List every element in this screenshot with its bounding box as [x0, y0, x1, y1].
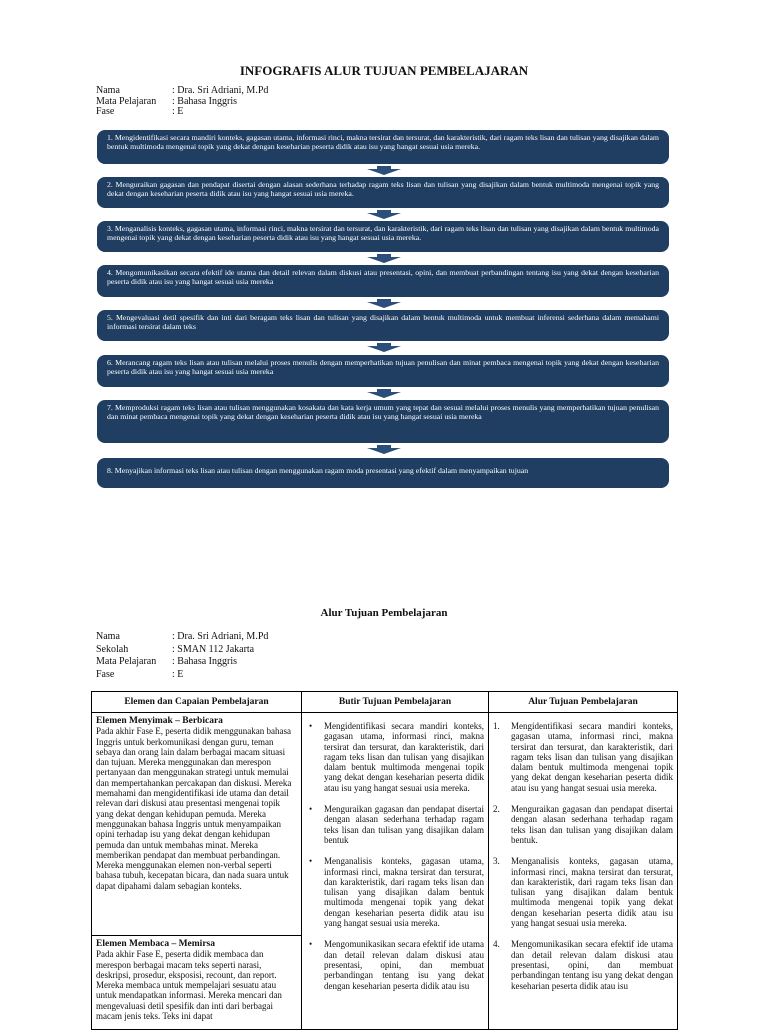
butir-text: Menguraikan gagasan dan pendapat disertai dengan alasan sederhana terhadap ragam teks lisan dan tulisan yang disajikan dalam bentuk [324, 804, 484, 845]
meta-key: Sekolah [96, 643, 129, 655]
meta-block-1 [96, 86, 268, 118]
butir-cell [302, 713, 489, 1030]
alur-text: Mengomunikasikan secara efektif ide utama dan detail relevan dalam diskusi atau presentasi, opini, dan membuat perbandingan tentang isu yang dekat dengan keseharian peserta didik atau isu [511, 939, 673, 991]
flow-step-1: 1. Mengidentifikasi secara mandiri konteks, gagasan utama, informasi rinci, makna tersirat dan tersurat, dan karakteristik, dari ragam teks lisan dan tulisan yang disajikan dalam bentuk multimoda mengenai topik yang dekat dengan keseharian peserta didik atau isu yang hangat sesuai usia mereka. [97, 130, 669, 164]
flow-step-2: 2. Menguraikan gagasan dan pendapat disertai dengan alasan sederhana terhadap ragam teks lisan dan tulisan yang disajikan dalam bentuk multimoda mengenai topik yang dekat dengan keseharian peserta didik atau isu yang hangat sesuai usia mereka. [97, 177, 669, 208]
meta-key: Mata Pelajaran [96, 656, 157, 667]
meta-row-sekolah [96, 644, 268, 657]
alur-text: Menganalisis konteks, gagasan utama, informasi rinci, makna tersirat dan tersurat, dan karakteristik, dari ragam teks lisan dan tulisan yang disajikan dalam bentuk multimoda mengenai topik yang dekat dengan keseharian peserta didik atau isu yang hangat sesuai usia mereka. [511, 856, 673, 929]
alur-list [493, 721, 673, 991]
meta-value: : SMAN 112 Jakarta [172, 643, 255, 655]
alur-text: Mengidentifikasi secara mandiri konteks, gagasan utama, informasi rinci, makna tersirat dan tersurat, dan karakteristik, dari ragam teks lisan dan tulisan yang disajikan dalam bentuk multimoda mengenai topik yang dekat dengan keseharian peserta didik atau isu yang hangat sesuai usia mereka. [511, 721, 673, 793]
down-arrow-icon [367, 210, 401, 219]
table-header: Alur Tujuan Pembelajaran [489, 692, 678, 713]
meta-row-fase [96, 669, 268, 682]
flow-step-7: 7. Memproduksi ragam teks lisan atau tulisan menggunakan kosakata dan kata kerja umum yang tepat dan sesuai melalui proses menulis yang memperhatikan tujuan penulisan dan minat pembaca mengenai topik yang dekat dengan keseharian peserta didik atau isu yang hangat sesuai usia mereka [97, 400, 669, 443]
page-title: INFOGRAFIS ALUR TUJUAN PEMBELAJARAN [239, 63, 529, 78]
meta-value: : Dra. Sri Adriani, M.Pd [172, 85, 269, 96]
list-item [493, 939, 673, 990]
elemen-membaca [92, 935, 301, 1029]
meta-row-nama [96, 86, 268, 97]
flow-step-3: 3. Menganalisis konteks, gagasan utama, informasi rinci, makna tersirat dan tersurat, dan karakteristik, dari ragam teks lisan dan tulisan yang disajikan dalam bentuk multimoda mengenai topik yang dekat dengan keseharian peserta didik atau isu yang hangat sesuai usia mereka. [97, 221, 669, 252]
flow-step-8: 8. Menyajikan informasi teks lisan atau tulisan dengan menggunakan ragam moda presentasi yang efektif dalam menyampaikan tujuan [97, 458, 669, 488]
flow-step-6: 6. Merancang ragam teks lisan atau tulisan melalui proses menulis dengan memperhatikan tujuan penulisan dan minat pembaca mengenai topik yang dekat dengan keseharian peserta didik atau isu yang hangat sesuai usia mereka [97, 355, 669, 387]
meta-key: Fase [96, 106, 115, 117]
flow-step-4: 4. Mengomunikasikan secara efektif ide utama dan detail relevan dalam diskusi atau presentasi, opini, dan membuat perbandingan tentang isu yang dekat dengan keseharian peserta didik atau isu yang hangat sesuai usia mereka [97, 265, 669, 297]
list-item [493, 856, 673, 928]
elemen-menyimak [96, 716, 297, 935]
elemen-cell [92, 713, 302, 1030]
elemen-heading: Elemen Membaca – Memirsa [96, 939, 215, 949]
meta-key: Fase [96, 668, 115, 680]
down-arrow-icon [367, 343, 401, 352]
meta-key: Nama [96, 631, 120, 642]
list-item: • Menguraikan gagasan dan pendapat disertai dengan alasan sederhana terhadap ragam teks lisan dan tulisan yang disajikan dalam bentuk [309, 804, 484, 845]
elemen-heading: Elemen Menyimak – Berbicara [96, 716, 223, 726]
butir-text: Mengidentifikasi secara mandiri konteks, gagasan utama, informasi rinci, makna tersirat dan tersurat, dan karakteristik, dari ragam teks lisan dan tulisan yang disajikan dalam bentuk multimoda mengenai topik yang dekat dengan keseharian peserta didik atau isu yang hangat sesuai usia mereka. [324, 721, 484, 793]
list-item [493, 721, 673, 793]
alur-text: Menguraikan gagasan dan pendapat disertai dengan alasan sederhana terhadap ragam teks lisan dan tulisan yang disajikan dalam bentuk. [511, 804, 673, 845]
butir-list [306, 721, 484, 991]
list-item: • Mengomunikasikan secara efektif ide utama dan detail relevan dalam diskusi atau presentasi, opini, dan membuat perbandingan tentang isu yang dekat dengan keseharian peserta didik atau isu [309, 939, 484, 991]
alur-number: 1. [493, 721, 500, 731]
down-arrow-icon [367, 166, 401, 175]
meta-value: : Bahasa Inggris [172, 95, 237, 107]
butir-text: Mengomunikasikan secara efektif ide utama dan detail relevan dalam diskusi atau presentasi, opini, dan membuat perbandingan tentang isu yang dekat dengan keseharian peserta didik atau isu [324, 939, 484, 991]
alur-number: 2. [493, 804, 500, 815]
meta-value: : Bahasa Inggris [172, 656, 237, 667]
list-item: • Menganalisis konteks, gagasan utama, informasi rinci, makna tersirat dan tersurat, dan karakteristik, dari ragam teks lisan dan tulisan yang disajikan dalam bentuk multimoda mengenai topik yang dekat dengan keseharian peserta didik atau isu yang hangat sesuai usia mereka. [309, 856, 484, 929]
down-arrow-icon [367, 389, 401, 398]
meta-row-fase [96, 107, 268, 118]
elemen-text: Pada akhir Fase E, peserta didik menggunakan bahasa Inggris untuk berkomunikasi dengan guru, teman sebaya dan orang lain dalam berbagai macam situasi dan tujuan. Mereka menggunakan dan merespon pertanyaan dan menggunakan strategi untuk memulai dan mempertahankan percakapan dan diskusi. Mereka memahami dan mengidentifikasi ide utama dan detail relevan dari diskusi atau presentasi mengenai topik yang dekat dengan kehidupan pemuda. Mereka menggunakan bahasa Inggris untuk menyampaikan opini terhadap isu yang dekat dengan kehidupan pemuda dan untuk membahas minat. Mereka memberikan pendapat dan membuat perbandingan. Mereka menggunakan elemen non-verbal seperti bahasa tubuh, kecepatan bicara, dan nada suara untuk dapat dipahami dalam sebagian konteks. [96, 726, 292, 891]
section-title: Alur Tujuan Pembelajaran [320, 607, 448, 619]
meta-row-mapel [96, 656, 268, 669]
meta-value: : E [172, 668, 184, 680]
alur-cell [489, 713, 678, 1030]
list-item [493, 804, 673, 845]
table-header: Butir Tujuan Pembelajaran [302, 692, 489, 713]
meta-key: Mata Pelajaran [96, 95, 157, 107]
alur-number: 4. [493, 939, 500, 950]
flow-step-5: 5. Mengevaluasi detil spesifik dan inti dari beragam teks lisan dan tulisan yang disajikan dalam bentuk multimoda untuk membuat inferensi sederhana dalam memahami informasi tersirat dalam teks [97, 310, 669, 341]
table-row [92, 713, 678, 1030]
down-arrow-icon [367, 299, 401, 308]
table-header-row [92, 692, 678, 713]
meta-value: : E [172, 106, 184, 117]
down-arrow-icon [367, 254, 401, 263]
meta-value: : Dra. Sri Adriani, M.Pd [172, 631, 269, 642]
butir-text: Menganalisis konteks, gagasan utama, informasi rinci, makna tersirat dan tersurat, dan karakteristik, dari ragam teks lisan dan tulisan yang disajikan dalam bentuk multimoda mengenai topik yang dekat dengan keseharian peserta didik atau isu yang hangat sesuai usia mereka. [324, 856, 484, 929]
table-header: Elemen dan Capaian Pembelajaran [92, 692, 302, 713]
down-arrow-icon [367, 445, 401, 454]
meta-row-nama [96, 631, 268, 644]
elemen-text: Pada akhir Fase E, peserta didik membaca dan merespon berbagai macam teks seperti narasi, deskripsi, prosedur, eksposisi, recount, dan report. Mereka membaca untuk mempelajari sesuatu atau untuk mendapatkan informasi. Mereka mencari dan mengevaluasi detil spesifik dan inti dari berbagai macam jenis teks. Teks ini dapat [96, 949, 282, 1022]
list-item: • Mengidentifikasi secara mandiri konteks, gagasan utama, informasi rinci, makna tersirat dan tersurat, dan karakteristik, dari ragam teks lisan dan tulisan yang disajikan dalam bentuk multimoda mengenai topik yang dekat dengan keseharian peserta didik atau isu yang hangat sesuai usia mereka. [309, 721, 484, 793]
meta-key: Nama [96, 85, 120, 96]
alur-number: 3. [493, 856, 500, 867]
meta-block-2 [96, 631, 268, 681]
learning-table [91, 691, 678, 1030]
